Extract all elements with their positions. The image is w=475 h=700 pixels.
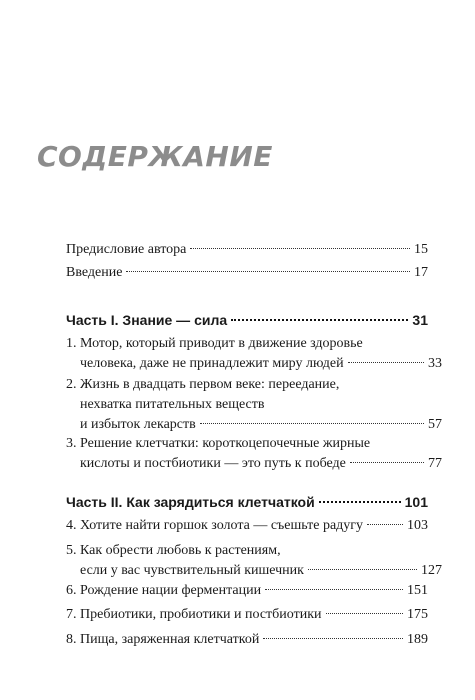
dot-leader: [231, 319, 408, 321]
toc-entry-chapter-6[interactable]: [66, 581, 428, 601]
toc-page-number: 17: [414, 265, 428, 280]
toc-part-title: Часть II. Как зарядиться клетчаткой: [66, 494, 315, 510]
toc-entry-title: Введение: [66, 265, 123, 280]
toc-entry-preface[interactable]: [66, 240, 428, 260]
dot-leader: [263, 638, 403, 639]
toc-entry-chapter-1[interactable]: [66, 334, 442, 374]
toc-entry-title-line: 5. Как обрести любовь к растениям,: [66, 543, 281, 558]
toc-part-2[interactable]: [66, 492, 428, 512]
toc-entry-chapter-7[interactable]: [66, 605, 428, 625]
toc-page-number: 175: [407, 607, 428, 622]
toc-page-number: 151: [407, 583, 428, 598]
toc-entry-title-line: кислоты и постбиотики — это путь к победе: [80, 456, 346, 471]
toc-page-number: 15: [414, 242, 428, 257]
toc-entry-chapter-4[interactable]: [66, 516, 428, 536]
dot-leader: [367, 524, 403, 525]
toc-entry-title: Предисловие автора: [66, 242, 187, 257]
toc-page-number: 33: [428, 356, 442, 371]
page-title: СОДЕРЖАНИЕ: [37, 140, 273, 173]
dot-leader: [265, 589, 403, 590]
toc-entry-title-line: если у вас чувствительный кишечник: [80, 563, 304, 578]
toc-page-number: 127: [421, 563, 442, 578]
toc-entry-title-line: 3. Решение клетчатки: короткоцепочечные жирные: [66, 436, 371, 451]
toc-page-number: 77: [428, 456, 442, 471]
dot-leader: [319, 501, 401, 503]
toc-page-number: 101: [404, 494, 428, 510]
toc-entry-chapter-5[interactable]: [66, 541, 442, 581]
dot-leader: [326, 613, 404, 614]
toc-entry-title: 8. Пища, заряженная клетчаткой: [66, 632, 260, 647]
toc-page-number: 103: [407, 518, 428, 533]
toc-entry-title-line: человека, даже не принадлежит миру людей: [80, 356, 344, 371]
toc-page-number: 189: [407, 632, 428, 647]
toc-entry-introduction[interactable]: [66, 263, 428, 283]
toc-entry-title: 6. Рождение нации ферментации: [66, 583, 262, 598]
toc-part-1[interactable]: [66, 310, 428, 330]
toc-entry-title-line: 1. Мотор, который приводит в движение здоровье: [66, 336, 363, 351]
toc-part-title: Часть I. Знание — сила: [66, 312, 228, 328]
dot-leader: [126, 271, 410, 272]
toc-page-number: 57: [428, 417, 442, 432]
dot-leader: [308, 569, 417, 570]
dot-leader: [200, 423, 424, 424]
toc-entry-title: 7. Пребиотики, пробиотики и постбиотики: [66, 607, 322, 622]
toc-entry-chapter-2[interactable]: [66, 375, 442, 435]
toc-entry-chapter-3[interactable]: [66, 434, 442, 474]
dot-leader: [190, 248, 410, 249]
toc-entry-title: 4. Хотите найти горшок золота — съешьте радугу: [66, 518, 364, 533]
dot-leader: [348, 362, 424, 363]
toc-entry-title-line: нехватка питательных веществ: [80, 397, 265, 412]
dot-leader: [350, 462, 424, 463]
toc-entry-title-line: и избыток лекарств: [80, 417, 196, 432]
toc-entry-title-line: 2. Жизнь в двадцать первом веке: переедание,: [66, 377, 340, 392]
toc-page-number: 31: [412, 312, 428, 328]
toc-entry-chapter-8[interactable]: [66, 630, 428, 650]
